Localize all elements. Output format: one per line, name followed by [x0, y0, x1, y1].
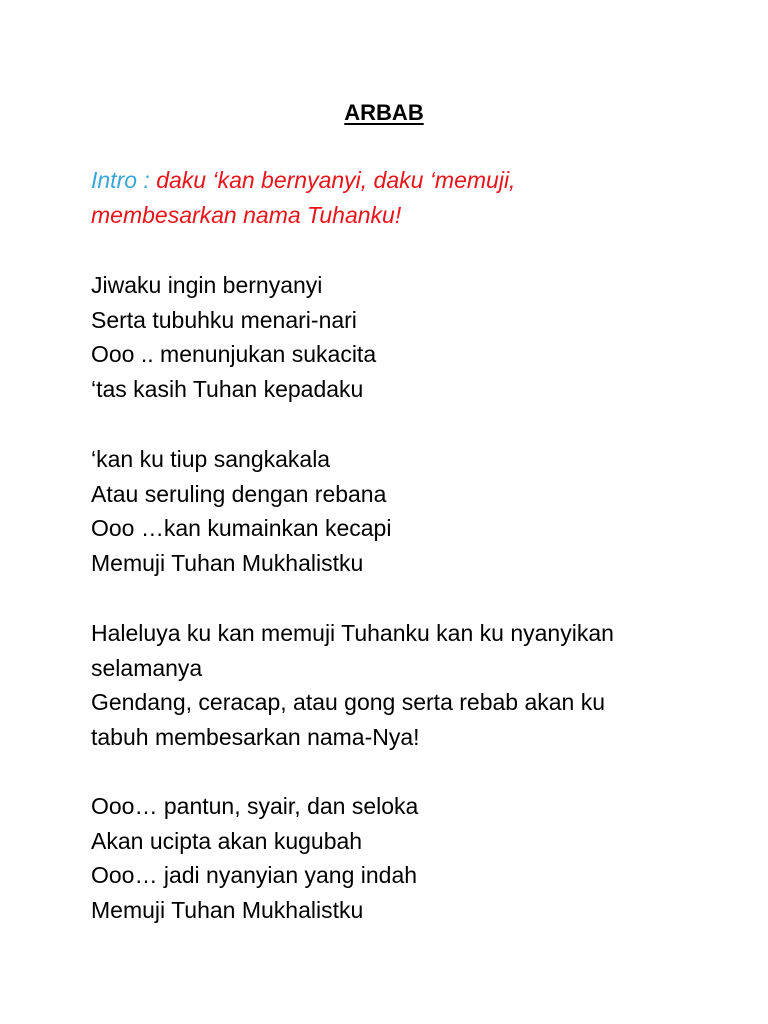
stanza-line: Ooo… pantun, syair, dan seloka [91, 793, 419, 819]
stanza-line: Gendang, ceracap, atau gong serta rebab akan ku [91, 689, 606, 715]
stanza-line: Akan ucipta akan kugubah [91, 827, 363, 854]
stanza-2 [91, 442, 711, 580]
stanza-line: ‘kan ku tiup sangkakala [91, 446, 331, 472]
stanza-3 [91, 616, 711, 754]
stanza-line: Atau seruling dengan rebana [91, 480, 387, 507]
stanza-line: selamanya [91, 654, 203, 681]
stanza-line: tabuh membesarkan nama-Nya! [91, 723, 420, 750]
intro-line-1 [91, 163, 711, 198]
stanza-line: Ooo… jadi nyanyian yang indah [91, 862, 418, 888]
stanza-1 [91, 268, 711, 406]
stanza-line: Ooo .. menunjukan sukacita [91, 341, 377, 367]
stanza-line: Serta tubuhku menari-nari [91, 306, 357, 333]
stanza-line: ‘tas kasih Tuhan kepadaku [91, 375, 364, 402]
stanza-line: Memuji Tuhan Mukhalistku [91, 549, 364, 576]
song-title: ARBAB [344, 100, 424, 125]
intro-text-line-2: membesarkan nama Tuhanku! [91, 201, 402, 228]
stanza-4 [91, 789, 711, 927]
stanza-line: Ooo …kan kumainkan kecapi [91, 515, 392, 541]
stanza-line: Jiwaku ingin bernyanyi [91, 272, 323, 298]
stanza-line: Haleluya ku kan memuji Tuhanku kan ku nyanyikan [91, 620, 614, 646]
intro-label: Intro : [91, 167, 157, 193]
stanza-line: Memuji Tuhan Mukhalistku [91, 896, 364, 923]
intro-text-line-1: daku ‘kan bernyanyi, daku ‘memuji, [156, 167, 516, 193]
intro-section [91, 163, 711, 232]
